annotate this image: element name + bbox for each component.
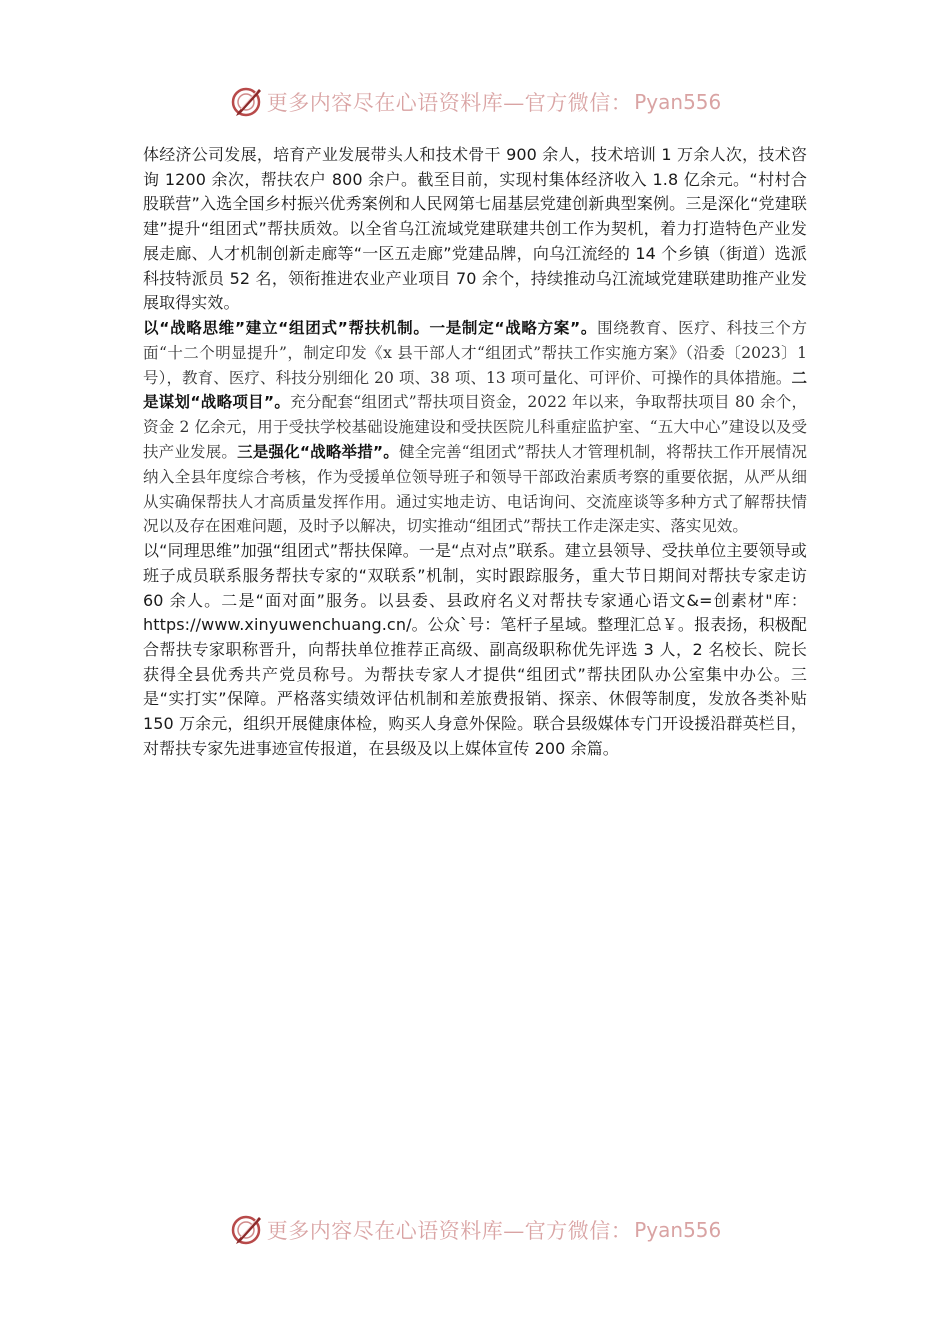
watermark-handle: Pyan556 [634, 1218, 722, 1242]
paragraph-2 [143, 316, 807, 539]
watermark-text: 更多内容尽在心语资料库—官方微信： [266, 1219, 633, 1243]
watermark-text: 更多内容尽在心语资料库—官方微信： [266, 91, 633, 115]
pen-logo-icon [229, 1213, 263, 1247]
header-watermark [0, 80, 950, 124]
pen-logo-icon [229, 85, 263, 119]
paragraph-1: 体经济公司发展，培育产业发展带头人和技术骨干 900 余人，技术培训 1 万余人次，技术咨询 1200 余次，帮扶农户 800 余户。截至目前，实现村集体经济收入 1.8 亿余元。“村村合股联营”入选全国乡村振兴优秀案例和人民网第七届基层党建创新典型案例。三是深化“党建联建”提升“组团式”帮扶质效。以全省乌江流域党建联建共创工作为契机，着力打造特色产业发展走廊、人才机制创新走廊等“一区五走廊”党建品牌，向乌江流经的 14 个乡镇（街道）选派科技特派员 52 名，领衔推进农业产业项目 70 余个，持续推动乌江流域党建联建助推产业发展取得实效。 [143, 145, 807, 313]
paragraph-3: 以“同理思维”加强“组团式”帮扶保障。一是“点对点”联系。建立县领导、受扶单位主要领导或班子成员联系服务帮扶专家的“双联系”机制，实时跟踪服务，重大节日期间对帮扶专家走访 60 余人。二是“面对面”服务。以县委、县政府名义对帮扶专家通心语文&=创素材"库：https://www.xinyuwenchuang.cn/。公众`号：笔杆子星域。整理汇总￥。报表扬，积极配合帮扶专家职称晋升，向帮扶单位推荐正高级、副高级职称优先评选 3 人，2 名校长、院长获得全县优秀共产党员称号。为帮扶专家人才提供“组团式”帮扶团队办公室集中办公。三是“实打实”保障。严格落实绩效评估机制和差旅费报销、探亲、休假等制度，发放各类补贴 150 万余元，组织开展健康体检，购买人身意外保险。联合县级媒体专门开设援沿群英栏目，对帮扶专家先进事迹宣传报道，在县级及以上媒体宣传 200 余篇。 [143, 541, 807, 758]
heading-strategic-projects: 二是谋划“战略项目”。 [143, 368, 807, 412]
watermark-handle: Pyan556 [634, 90, 722, 114]
paragraph-2-text-1: 围绕教育、医疗、科技三个方面“十二个明显提升”，制定印发《x 县干部人才“组团式”帮扶工作实施方案》（沿委〔2023〕1 号），教育、医疗、科技分别细化 20 项、38 项、13 项可量化、可评价、可操作的具体措施。 [143, 318, 807, 387]
document-body [143, 143, 807, 761]
heading-strategic-thinking: 以“战略思维”建立“组团式”帮扶机制。一是制定“战略方案”。 [143, 318, 598, 337]
paragraph-2-text-3: 健全完善“组团式”帮扶人才管理机制，将帮扶工作开展情况纳入全县年度综合考核，作为受援单位领导班子和领导干部政治素质考察的重要依据，从严从细从实确保帮扶人才高质量发挥作用。通过实地走访、电话询问、交流座谈等多种方式了解帮扶情况以及存在困难问题，及时予以解决，切实推动“组团式”帮扶工作走深走实、落实见效。 [143, 442, 807, 536]
heading-strategic-measures: 三是强化“战略举措”。 [237, 442, 399, 461]
footer-watermark [0, 1208, 950, 1252]
paragraph-2-text-2: 充分配套“组团式”帮扶项目资金，2022 年以来，争取帮扶项目 80 余个，资金 2 亿余元，用于受扶学校基础设施建设和受扶医院儿科重症监护室、“五大中心”建设以及受扶产业发展。 [143, 393, 807, 461]
